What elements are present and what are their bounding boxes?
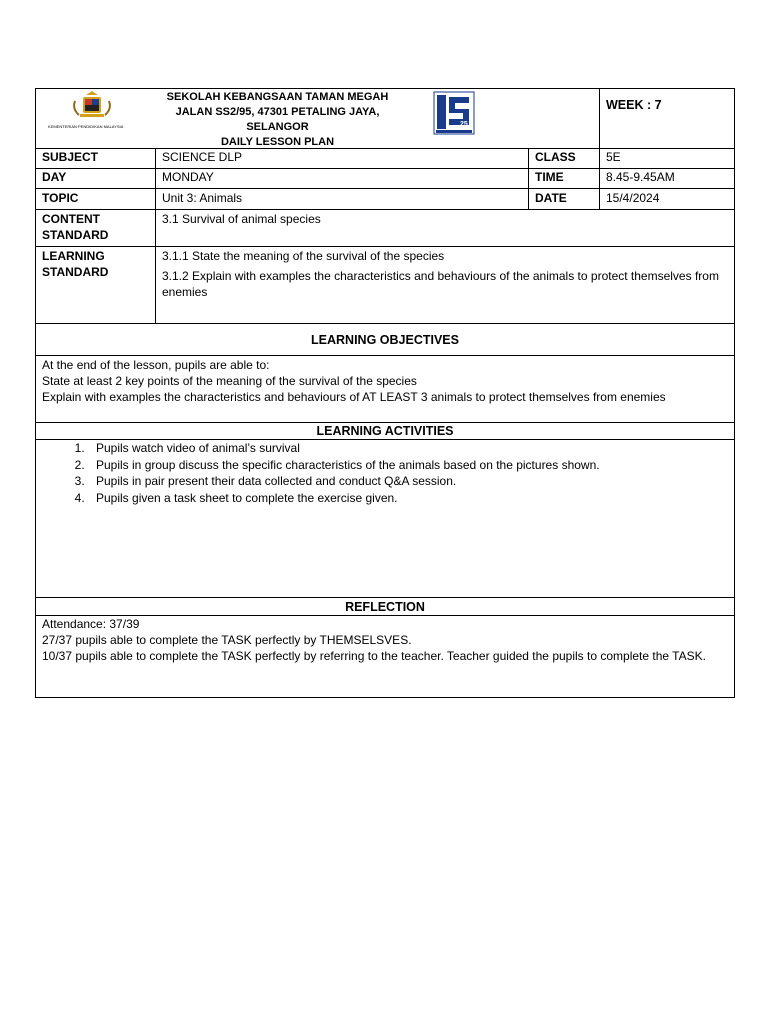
objective-item: State at least 2 key points of the meaning of the survival of the species	[42, 374, 417, 388]
reflection-attendance: Attendance: 37/39	[42, 617, 140, 631]
content-standard-label-line1: CONTENT	[42, 212, 100, 226]
learning-standard-item: 3.1.2 Explain with examples the characteristics and behaviours of the animals to protect themselves from enemies	[162, 269, 719, 299]
reflection-body	[36, 616, 735, 698]
content-standard-value: 3.1 Survival of animal species	[156, 210, 735, 247]
school-name: SEKOLAH KEBANGSAAN TAMAN MEGAH	[166, 91, 389, 103]
subject-value: SCIENCE DLP	[156, 149, 529, 169]
school-state: SELANGOR	[246, 121, 309, 133]
topic-label: TOPIC	[36, 189, 156, 210]
objectives-title: LEARNING OBJECTIVES	[36, 324, 735, 356]
activity-item: 2. Pupils in group discuss the specific characteristics of the animals based on the pictures shown.	[88, 457, 728, 474]
week-cell: WEEK : 7	[600, 89, 735, 149]
objectives-body-row	[36, 356, 735, 423]
learning-standard-value	[156, 247, 735, 324]
subject-label: SUBJECT	[36, 149, 156, 169]
objectives-body	[36, 356, 735, 423]
content-standard-label	[36, 210, 156, 247]
document-title: DAILY LESSON PLAN	[220, 136, 335, 148]
school-header-cell	[36, 89, 600, 149]
learning-standard-item: 3.1.1 State the meaning of the survival of the species	[162, 249, 445, 263]
learning-standard-row	[36, 247, 735, 324]
day-value: MONDAY	[156, 169, 529, 189]
content-standard-label-line2: STANDARD	[42, 228, 109, 242]
objectives-intro: At the end of the lesson, pupils are able to:	[42, 358, 270, 372]
content-standard-row	[36, 210, 735, 247]
activities-title: LEARNING ACTIVITIES	[36, 423, 735, 440]
school-name-block	[156, 89, 399, 150]
day-label: DAY	[36, 169, 156, 189]
class-value: 5E	[600, 149, 735, 169]
time-value: 8.45-9.45AM	[600, 169, 735, 189]
class-label: CLASS	[529, 149, 600, 169]
school-25-logo-icon	[433, 91, 475, 135]
subject-row	[36, 149, 735, 169]
date-value: 15/4/2024	[600, 189, 735, 210]
lesson-plan-table	[35, 88, 735, 698]
activity-item: 1. Pupils watch video of animal’s survival	[88, 440, 728, 457]
learning-standard-label-line2: STANDARD	[42, 265, 109, 279]
day-row	[36, 169, 735, 189]
reflection-item: 10/37 pupils able to complete the TASK perfectly by referring to the teacher. Teacher guided the pupils to complete the TASK.	[42, 649, 706, 663]
activity-item: 3. Pupils in pair present their data collected and conduct Q&A session.	[88, 473, 728, 490]
ministry-caption: KEMENTERIAN PENDIDIKAN MALAYSIA	[48, 124, 124, 129]
activities-body-row	[36, 440, 735, 598]
topic-value: Unit 3: Animals	[156, 189, 529, 210]
objectives-title-row	[36, 324, 735, 356]
activity-item: 4. Pupils given a task sheet to complete the exercise given.	[88, 490, 728, 507]
learning-standard-label	[36, 247, 156, 324]
objective-item: Explain with examples the characteristics and behaviours of AT LEAST 3 animals to protect themselves from enemies	[42, 390, 666, 404]
school-logo-text: 25	[460, 121, 468, 128]
reflection-body-row	[36, 616, 735, 698]
time-label: TIME	[529, 169, 600, 189]
reflection-item: 27/37 pupils able to complete the TASK perfectly by THEMSELSVES.	[42, 633, 412, 647]
reflection-title: REFLECTION	[36, 598, 735, 616]
date-label: DATE	[529, 189, 600, 210]
topic-row	[36, 189, 735, 210]
reflection-title-row	[36, 598, 735, 616]
malaysia-crest-icon	[71, 91, 113, 119]
school-logo	[433, 91, 475, 135]
lesson-plan-document	[35, 88, 734, 698]
activities-list	[42, 440, 728, 506]
ministry-logo	[48, 91, 124, 129]
activities-title-row	[36, 423, 735, 440]
learning-standard-label-line1: LEARNING	[42, 249, 105, 263]
school-address: JALAN SS2/95, 47301 PETALING JAYA,	[175, 106, 380, 118]
header-row	[36, 89, 735, 149]
activities-body	[36, 440, 735, 598]
